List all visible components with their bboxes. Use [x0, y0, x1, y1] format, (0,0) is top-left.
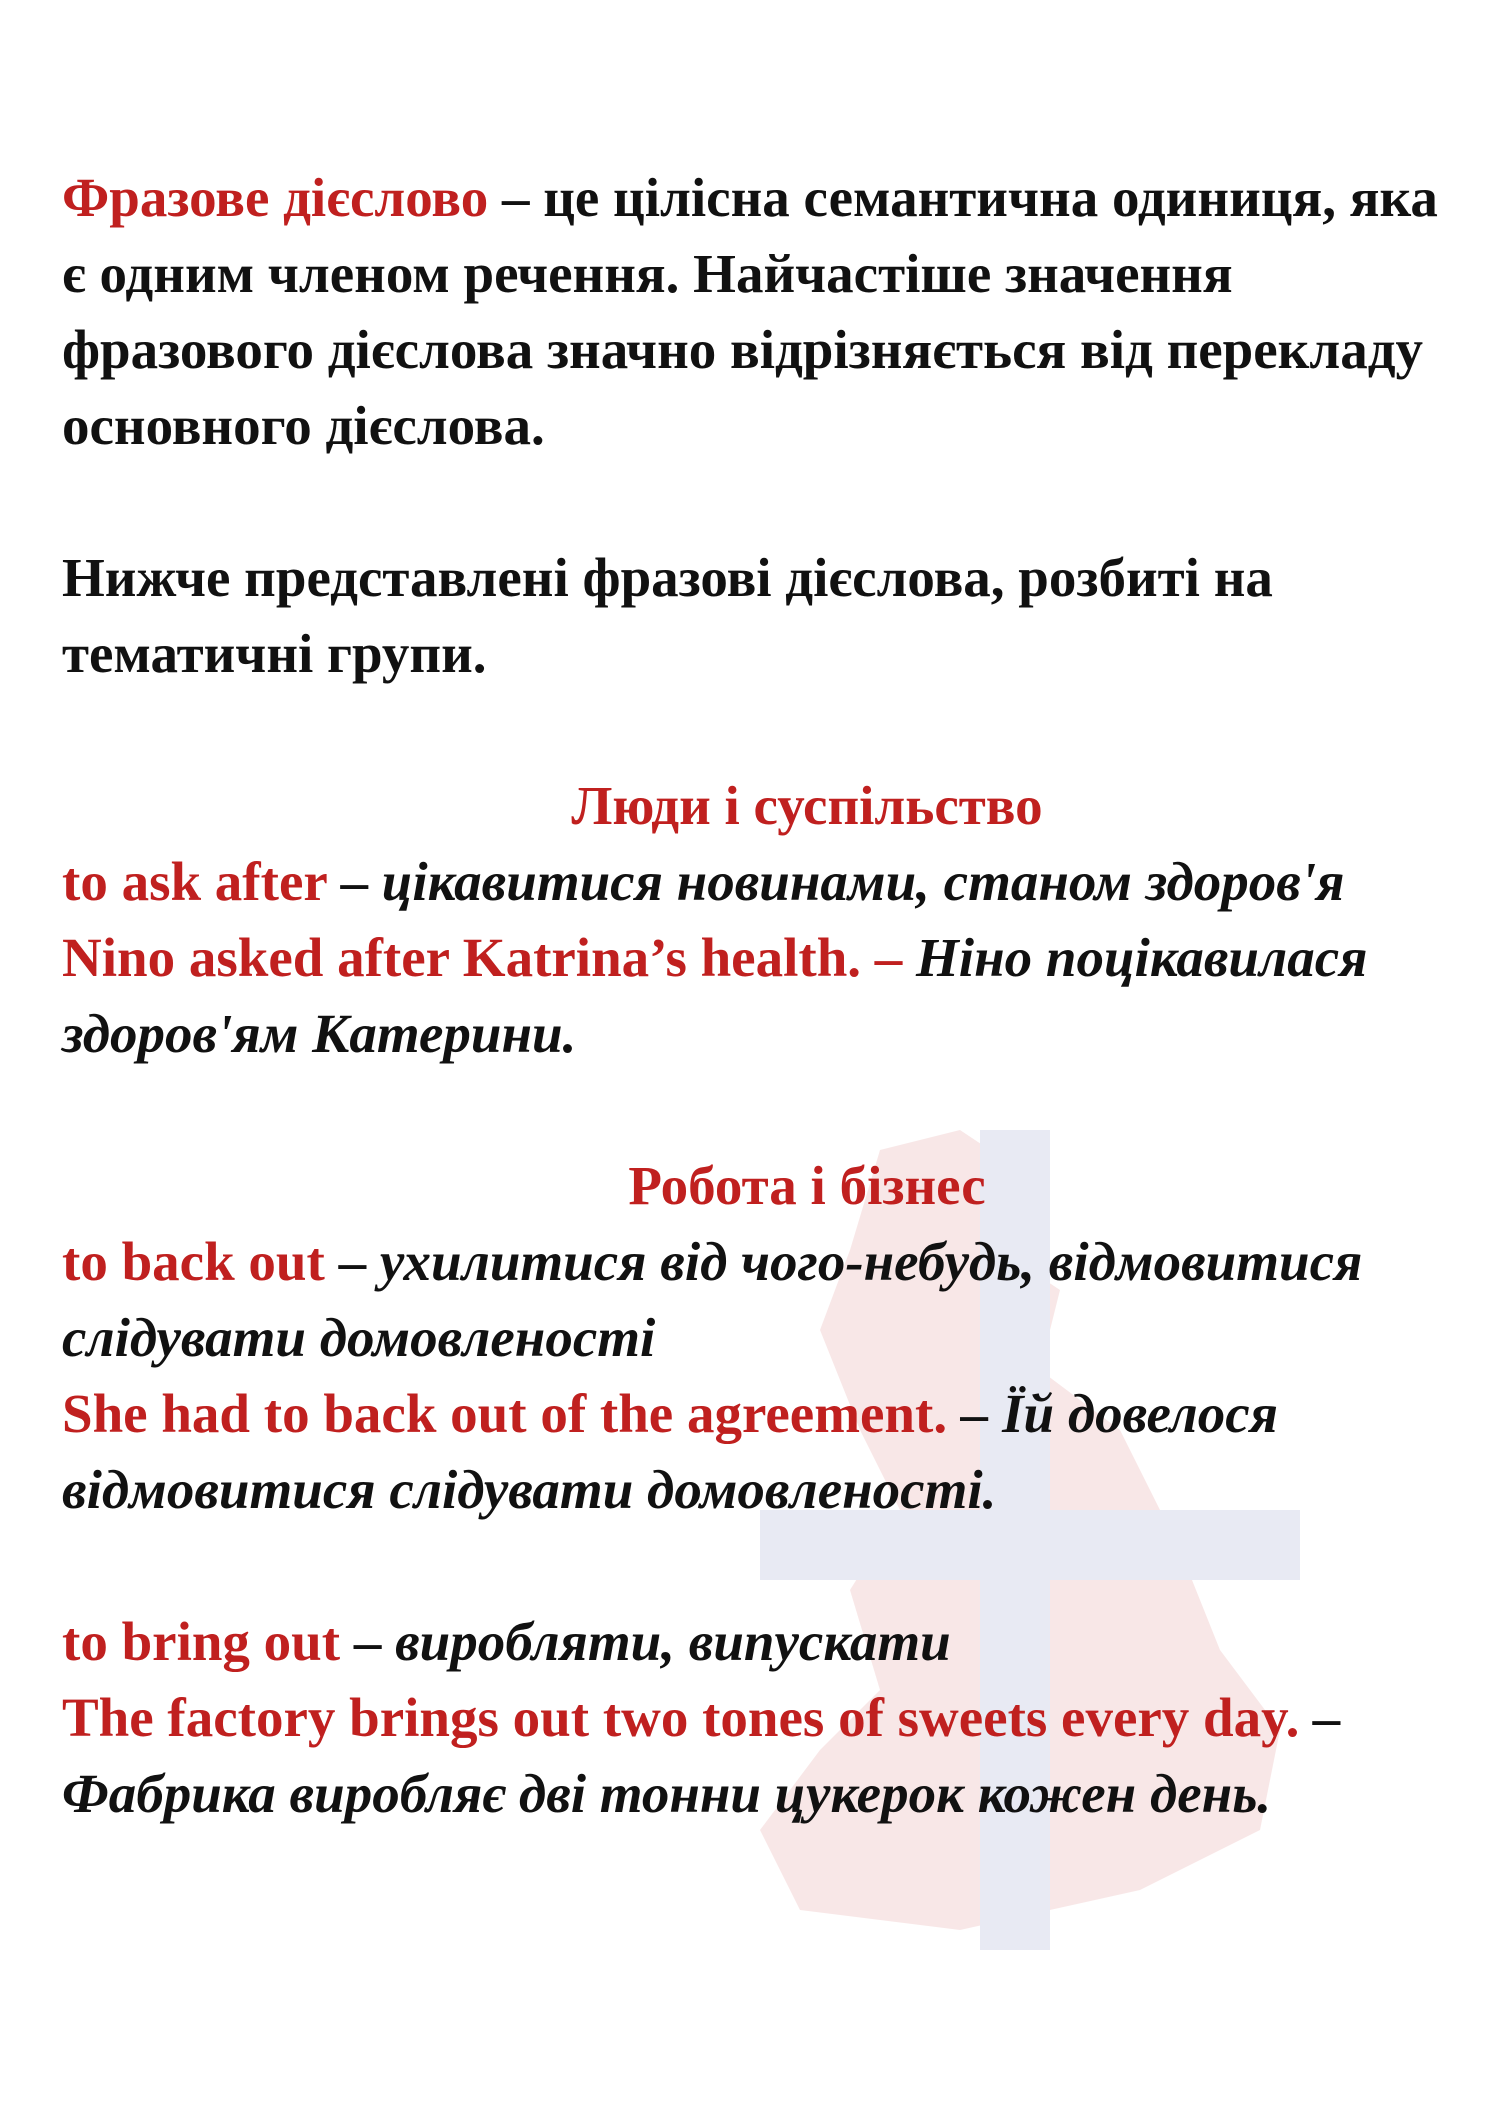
- example-sentence: The factory brings out two tones of sweets every day.: [62, 1687, 1300, 1748]
- entry-example: [62, 1376, 1462, 1528]
- phrasal-verb: to bring out: [62, 1611, 341, 1672]
- document-body: [62, 160, 1462, 1832]
- entry-definition: [62, 844, 1462, 920]
- phrasal-verb: to ask after: [62, 851, 327, 912]
- entry-example: [62, 1680, 1462, 1832]
- entry-definition: [62, 1224, 1462, 1376]
- example-sentence: She had to back out of the agreement.: [62, 1383, 948, 1444]
- dash: –: [326, 851, 382, 912]
- groups-note: Нижче представлені фразові дієслова, розбиті на тематичні групи.: [62, 547, 1273, 684]
- example-translation: – Фабрика виробляє дві тонни цукерок кожен день.: [62, 1687, 1341, 1824]
- intro-paragraph: [62, 160, 1462, 464]
- section-heading: Робота і бізнес: [628, 1155, 986, 1216]
- intro-definition: – це цілісна семантична одиниця, яка є одним членом речення. Найчастіше значення фразового дієслова значно відрізняється від перекладу основного дієслова.: [62, 167, 1438, 456]
- example-translation: Ніно поцікавилася здоров'ям Катерини.: [62, 927, 1368, 1064]
- entry-definition: [62, 1604, 1462, 1680]
- section-people-society: [62, 768, 1462, 1072]
- verb-translation: виробляти, випускати: [395, 1611, 951, 1672]
- verb-translation: цікавитися новинами, станом здоров'я: [381, 851, 1345, 912]
- section-work-business: [62, 1148, 1462, 1832]
- dash: –: [324, 1231, 380, 1292]
- dash: –: [340, 1611, 396, 1672]
- example-sentence: Nino asked after Katrina’s health. –: [62, 927, 903, 988]
- phrasal-verb: to back out: [62, 1231, 325, 1292]
- example-translation: – Їй довелося відмовитися слідувати домовленості.: [62, 1383, 1279, 1520]
- verb-translation: ухилитися від чого-небудь, відмовитися слідувати домовленості: [62, 1231, 1363, 1368]
- entry-example: [62, 920, 1462, 1072]
- section-heading: Люди і суспільство: [571, 775, 1043, 836]
- intro-term: Фразове дієслово: [62, 167, 489, 228]
